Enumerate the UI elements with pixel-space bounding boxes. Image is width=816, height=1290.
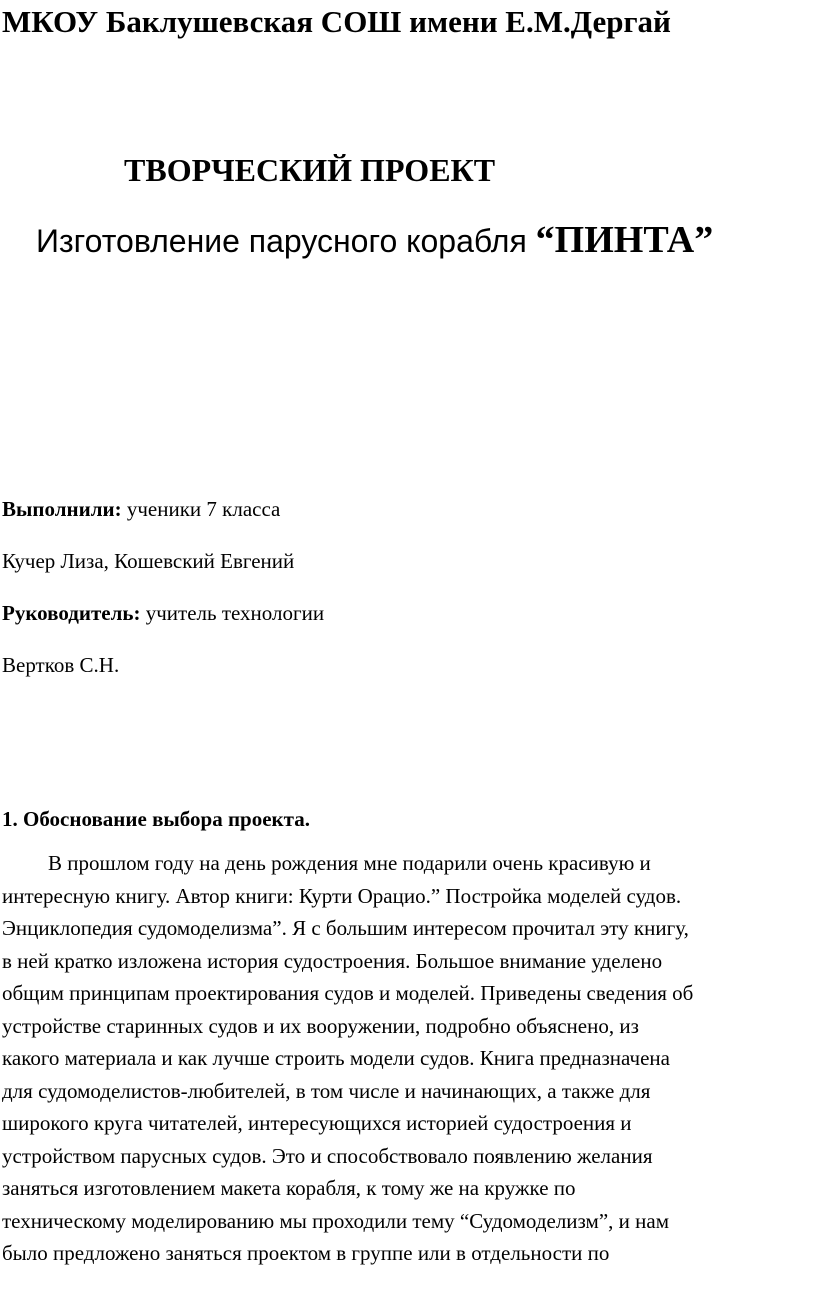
performed-by-value: ученики 7 класса: [121, 497, 281, 521]
supervisor-name: Вертков С.Н.: [2, 653, 120, 677]
school-name: МКОУ Баклушевская СОШ имени Е.М.Дергай: [2, 4, 671, 39]
project-type-heading: ТВОРЧЕСКИЙ ПРОЕКТ: [124, 152, 496, 188]
body-line: техническому моделированию мы проходили тему “Судомоделизм”, и нам: [2, 1208, 669, 1233]
body-line: широкого круга читателей, интересующихся историей судостроения и: [2, 1111, 632, 1135]
students-line: Кучер Лиза, Кошевский Евгений: [2, 549, 295, 573]
supervisor-value: учитель технологии: [140, 601, 325, 625]
body-line: общим принципам проектирования судов и моделей. Приведены сведения об: [2, 981, 694, 1005]
body-line: в ней кратко изложена история судостроения. Большое внимание уделено: [2, 948, 663, 973]
supervisor-line: [2, 600, 324, 626]
section-body: [2, 847, 814, 1270]
section-heading: 1. Обоснование выбора проекта.: [2, 807, 310, 831]
body-line: какого материала и как лучше строить модели судов. Книга предназначена: [2, 1046, 670, 1070]
performed-by-line: [2, 496, 280, 522]
body-line: Энциклопедия судомоделизма”. Я с большим интересом прочитал эту книгу,: [2, 916, 689, 940]
supervisor-label: Руководитель:: [2, 601, 141, 625]
project-title-text: Изготовление парусного корабля: [36, 223, 536, 259]
body-line: заняться изготовлением макета корабля, к тому же на кружке по: [2, 1176, 576, 1200]
body-line: устройстве старинных судов и их вооружении, подробно объяснено, из: [2, 1013, 639, 1038]
body-line: интересную книгу. Автор книги: Курти Орацио.” Постройка моделей судов.: [2, 883, 682, 908]
performed-by-label: Выполнили:: [2, 497, 122, 521]
body-line: устройством парусных судов. Это и способствовало появлению желания: [2, 1143, 653, 1168]
ship-name: “ПИНТА”: [535, 219, 714, 261]
body-line: для судомоделистов-любителей, в том числе и начинающих, а также для: [2, 1078, 651, 1103]
project-title: [36, 218, 713, 263]
body-line: В прошлом году на день рождения мне подарили очень красивую и: [48, 851, 651, 875]
body-line: было предложено заняться проектом в группе или в отдельности по: [2, 1241, 610, 1265]
